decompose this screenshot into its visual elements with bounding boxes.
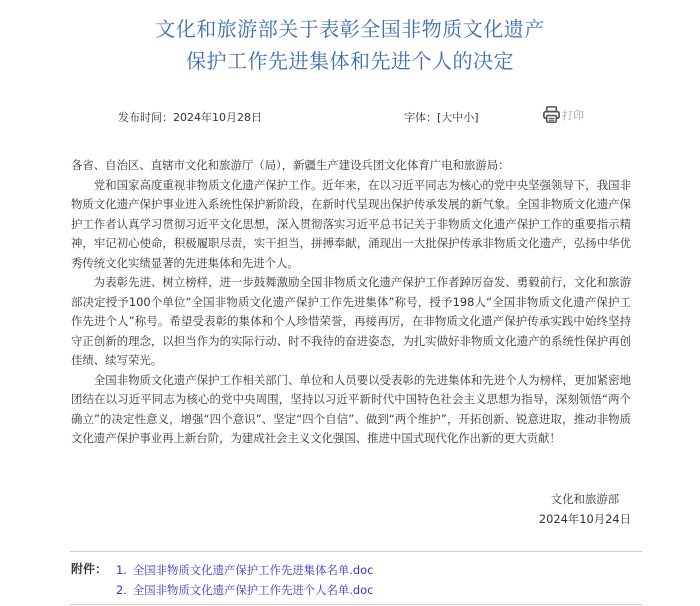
article-meta-bar	[0, 105, 700, 127]
print-button[interactable]	[542, 105, 584, 124]
publish-info	[118, 109, 262, 125]
bracket-close: ]	[474, 111, 479, 124]
attachment-link-2[interactable]	[116, 580, 373, 600]
attachment-number: 2.	[116, 583, 127, 597]
page-title	[0, 13, 700, 77]
attachment-number: 1.	[116, 563, 127, 577]
attachments-list	[116, 560, 373, 600]
printer-icon	[542, 105, 561, 124]
body-paragraph-2: 为表彰先进、树立榜样，进一步鼓舞激励全国非物质文化遗产保护工作者踔厉奋发、勇毅前行，文化和旅游部决定授予100个单位“全国非物质文化遗产保护工作先进集体”称号，授予198人“全国非物质文化遗产保护工作先进个人”称号。希望受表彰的集体和个人珍惜荣誉，再接再厉，在非物质文化遗产保护传承实践中始终坚持守正创新的理念，以担当作为的实际行动、时不我待的奋进姿态，为扎实做好非物质文化遗产的系统性保护再创佳绩、续写荣光。	[71, 275, 631, 367]
font-size-large-button[interactable]: 大	[441, 111, 453, 124]
attachment-filename: 全国非物质文化遗产保护工作先进个人名单.doc	[132, 583, 374, 597]
page-title-line-2: 保护工作先进集体和先进个人的决定	[186, 49, 514, 73]
publish-label: 发布时间：	[118, 111, 173, 124]
bracket-open: [	[437, 111, 442, 124]
signature-block	[530, 490, 640, 529]
publish-date: 2024年10月28日	[173, 111, 262, 124]
font-size-medium-button[interactable]: 中	[452, 111, 464, 124]
salutation: 各省、自治区、直辖市文化和旅游厅（局），新疆生产建设兵团文化体育广电和旅游局：	[71, 158, 510, 172]
font-size-label: 字体：	[404, 111, 437, 124]
body-paragraph-1: 党和国家高度重视非物质文化遗产保护工作。近年来，在以习近平同志为核心的党中央坚强领导下，我国非物质文化遗产保护事业进入系统性保护新阶段，在新时代呈现出保护传承发展的新气象。全国非物质文化遗产保护工作者认真学习贯彻习近平文化思想，深入贯彻落实习近平总书记关于非物质文化遗产保护工作的重要指示精神，牢记初心使命，积极履职尽责，实干担当，拼搏奉献，涌现出一大批保护传承非物质文化遗产，弘扬中华优秀传统文化实绩显著的先进集体和先进个人。	[71, 177, 631, 270]
font-size-small-button[interactable]: 小	[463, 111, 475, 124]
article-body	[71, 156, 631, 449]
signature-date: 2024年10月24日	[538, 511, 632, 526]
body-paragraph-3: 全国非物质文化遗产保护工作相关部门、单位和人员要以受表彰的先进集体和先进个人为榜样，更加紧密地团结在以习近平同志为核心的党中央周围，坚持以习近平新时代中国特色社会主义思想为指导，深刻领悟“两个确立”的决定性意义，增强“四个意识”、坚定“四个自信”、做到“两个维护”，开拓创新、锐意进取，推动非物质文化遗产保护事业再上新台阶，为建成社会主义文化强国、推进中国式现代化作出新的更大贡献！	[71, 372, 631, 445]
attachments-label: 附件：	[71, 562, 108, 576]
attachments-bottom-divider	[70, 604, 642, 605]
attachment-filename: 全国非物质文化遗产保护工作先进集体名单.doc	[132, 563, 374, 577]
attachments-top-divider	[70, 551, 642, 552]
font-size-selector	[404, 109, 479, 125]
attachment-link-1[interactable]	[116, 560, 373, 580]
signature-org: 文化和旅游部	[550, 492, 620, 506]
print-label: 打印	[562, 108, 584, 122]
page-title-line-1: 文化和旅游部关于表彰全国非物质文化遗产	[155, 17, 545, 41]
